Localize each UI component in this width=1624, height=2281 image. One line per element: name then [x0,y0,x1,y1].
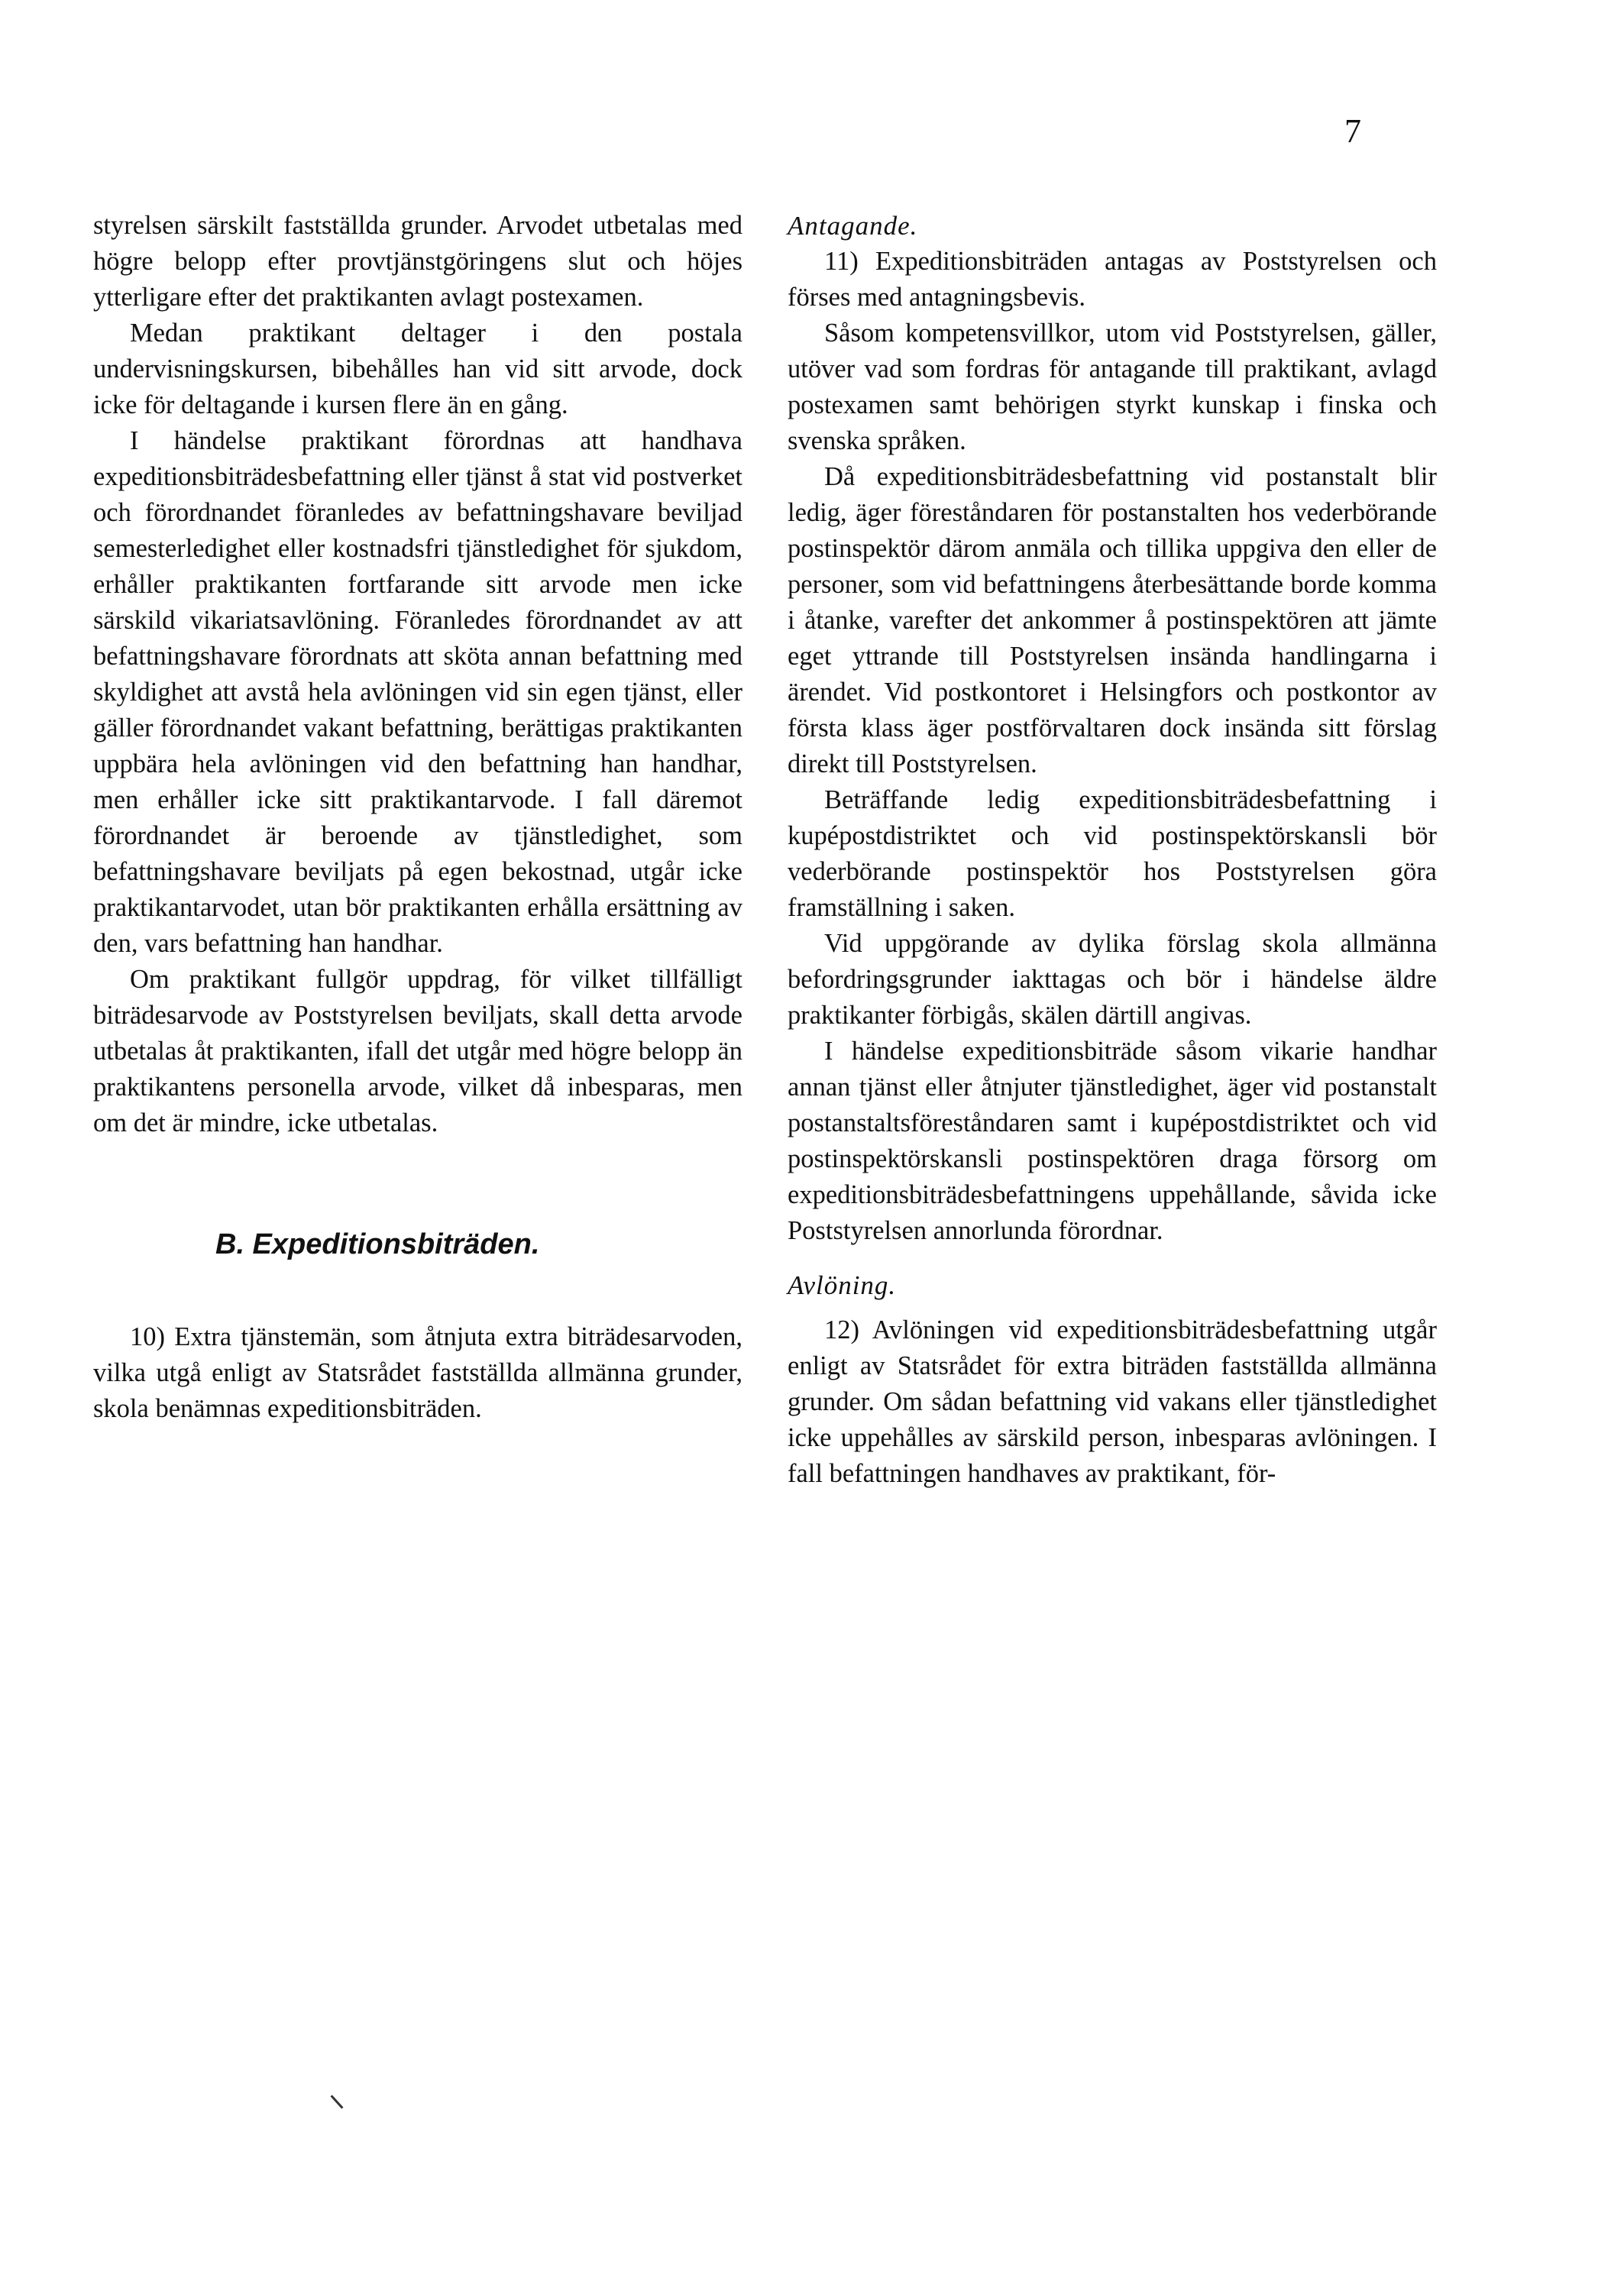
stray-mark [331,2095,344,2108]
left-paragraph-3: I händelse praktikant förordnas att handhava expeditionsbiträdesbefattning eller tjänst å stat vid postverket och förordnandet föranledes av befattningshavare beviljad semesterledighet eller kostnadsfri tjänstledighet för sjukdom, erhåller praktikanten fortfarande sitt arvode men icke särskild vikariatsavlöning. Föranledes förordnandet av att befattningshavare förordnats att sköta annan befattning med skyldighet att avstå hela avlöningen vid sin egen tjänst, eller gäller förordnandet vakant befattning, berättigas praktikanten uppbära hela avlöningen vid den befattning han handhar, men erhåller icke sitt praktikantarvode. I fall däremot förordnandet är beroende av tjänstledighet, som befattningshavare beviljats på egen bekostnad, utgår icke praktikantarvodet, utan bör praktikanten erhålla ersättning av den, vars befattning han handhar. [93,426,742,958]
right-paragraph-5: Vid uppgörande av dylika förslag skola allmänna befordringsgrunder iakttagas och bör i händelse äldre praktikanter förbigås, skälen därtill angivas. [788,929,1437,1030]
section-heading: B. Expeditionsbiträden. [215,1228,540,1260]
right-paragraph-4: Beträffande ledig expeditionsbiträdesbefattning i kupépostdistriktet och vid postinspektörskansli bör vederbörande postinspektör hos Poststyrelsen göra framställning i saken. [788,785,1437,922]
right-paragraph-7: 12) Avlöningen vid expeditionsbiträdesbefattning utgår enligt av Statsrådet för extra biträden fastställda allmänna grunder. Om sådan befattning vid vakans eller tjänstledighet icke uppehålles av särskild person, inbesparas avlöningen. I fall befattningen handhaves av praktikant, för- [788,1315,1437,1488]
right-paragraph-3: Då expeditionsbiträdesbefattning vid postanstalt blir ledig, äger föreståndaren för postanstalten hos vederbörande postinspektör därom anmäla och tillika uppgiva den eller de personer, som vid befattningens återbesättande borde komma i åtanke, varefter det ankommer å postinspektören att jämte eget yttrande till Poststyrelsen insända handlingarna i ärendet. Vid postkontoret i Helsingfors och postkontor av första klass äger postförvaltaren dock insända sitt förslag direkt till Poststyrelsen. [788,462,1437,778]
page-number: 7 [1344,112,1361,150]
left-paragraph-5: 10) Extra tjänstemän, som åtnjuta extra biträdesarvoden, vilka utgå enligt av Statsrådet fastställda allmänna grunder, skola benämnas expeditionsbiträden. [93,1322,742,1423]
heading-antagande: Antagande. [788,211,918,241]
left-paragraph-2: Medan praktikant deltager i den postala undervisningskursen, bibehålles han vid sitt arvode, dock icke för deltagande i kursen flere än en gång. [93,319,742,419]
left-paragraph-1: styrelsen särskilt fastställda grunder. Arvodet utbetalas med högre belopp efter provtjänstgöringens slut och höjes ytterligare efter det praktikanten avlagt postexamen. [93,211,742,312]
heading-avloning: Avlöning. [788,1270,897,1300]
right-paragraph-6: I händelse expeditionsbiträde såsom vikarie handhar annan tjänst eller åtnjuter tjänstledighet, äger vid postanstalt postanstaltsföreståndaren samt i kupépostdistriktet och vid postinspektörskansli postinspektören draga försorg om expeditionsbiträdesbefattningens uppehållande, såvida icke Poststyrelsen annorlunda förordnar. [788,1037,1437,1245]
right-paragraph-2: Såsom kompetensvillkor, utom vid Poststyrelsen, gäller, utöver vad som fordras för antagande till praktikant, avlagd postexamen samt behörigen styrkt kunskap i finska och svenska språken. [788,319,1437,455]
left-column [93,208,742,1427]
left-paragraph-4: Om praktikant fullgör uppdrag, för vilket tillfälligt biträdesarvode av Poststyrelsen beviljats, skall detta arvode utbetalas åt praktikanten, ifall det utgår med högre belopp än praktikantens personella arvode, vilket då inbesparas, men om det är mindre, icke utbetalas. [93,965,742,1137]
right-paragraph-1: 11) Expeditionsbiträden antagas av Poststyrelsen och förses med antagningsbevis. [788,247,1437,312]
right-column [788,208,1437,1492]
